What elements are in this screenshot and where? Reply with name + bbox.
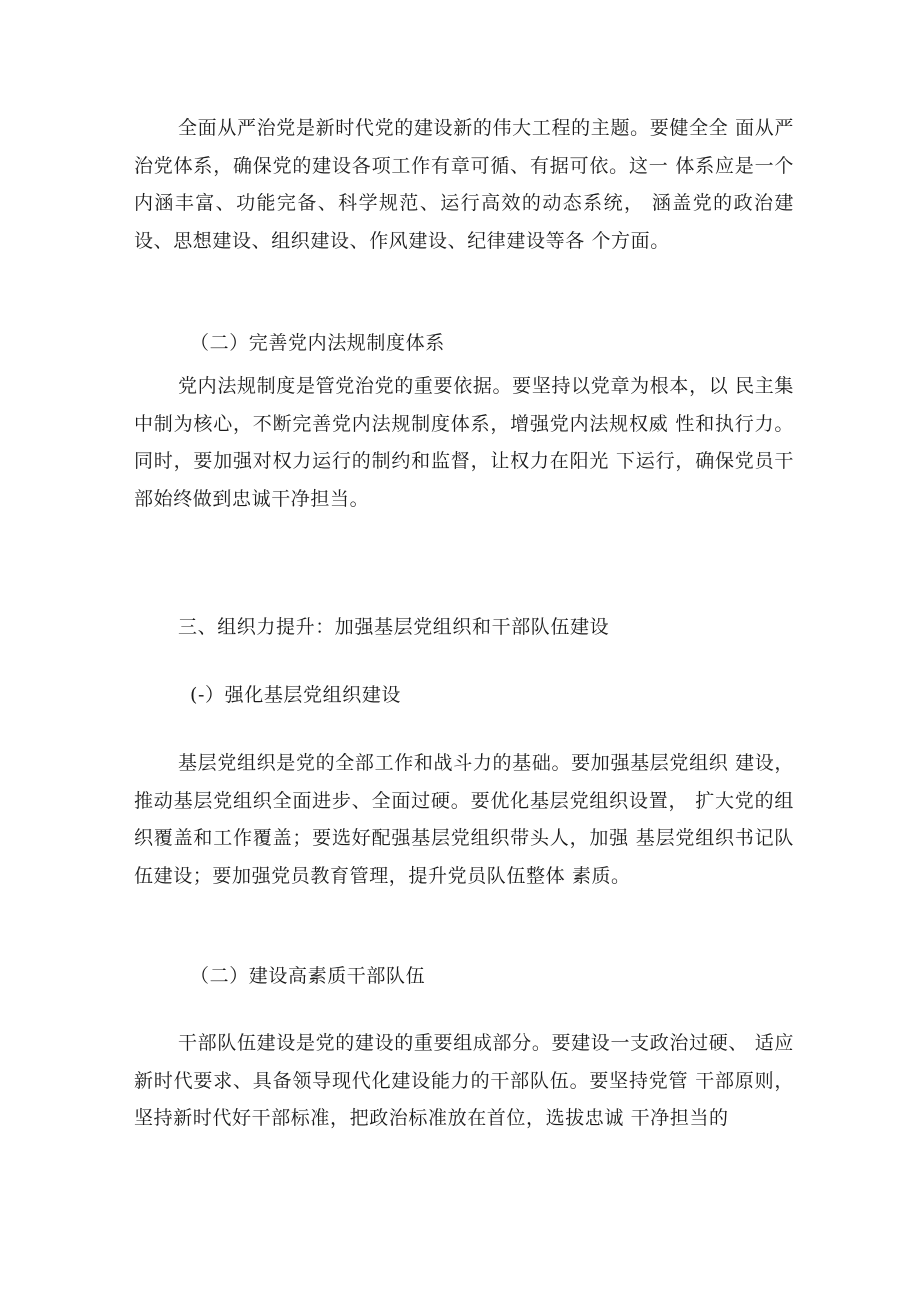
subheading-party-regulations: （二）完善党内法规制度体系 <box>190 332 445 354</box>
subheading-grassroots: (-）强化基层党组织建设 <box>190 684 402 706</box>
paragraph-strict-governance: 全面从严治党是新时代党的建设新的伟大工程的主题。要健全全 面从严治党体系，确保党的建设各项工作有章可循、有据可依。这一 体系应是一个内涵丰富、功能完备、科学规范、运行高效的动态系统， 涵盖党的政治建设、思想建设、组织建设、作风建设、纪律建设等各 个方面。 <box>134 117 794 252</box>
paragraph-grassroots: 基层党组织是党的全部工作和战斗力的基础。要加强基层党组织 建设，推动基层党组织全面进步、全面过硬。要优化基层党组织设置， 扩大党的组织覆盖和工作覆盖；要选好配强基层党组织带头人，加强 基层党组织书记队伍建设；要加强党员教育管理，提升党员队伍整体 素质。 <box>134 752 794 887</box>
paragraph-party-regulations: 党内法规制度是管党治党的重要依据。要坚持以党章为根本，以 民主集中制为核心，不断完善党内法规制度体系，增强党内法规权威 性和执行力。同时，要加强对权力运行的制约和监督，让权力在阳光 下运行，确保党员干部始终做到忠诚干净担当。 <box>134 375 794 510</box>
subheading-cadre-team: （二）建设高素质干部队伍 <box>190 965 426 987</box>
paragraph-cadre-team: 干部队伍建设是党的建设的重要组成部分。要建设一支政治过硬、 适应新时代要求、具备领导现代化建设能力的干部队伍。要坚持党管 干部原则，坚持新时代好干部标准，把政治标准放在首位，选拔忠诚 干净担当的 <box>134 1032 794 1129</box>
section-heading-organization: 三、组织力提升：加强基层党组织和干部队伍建设 <box>178 616 610 638</box>
